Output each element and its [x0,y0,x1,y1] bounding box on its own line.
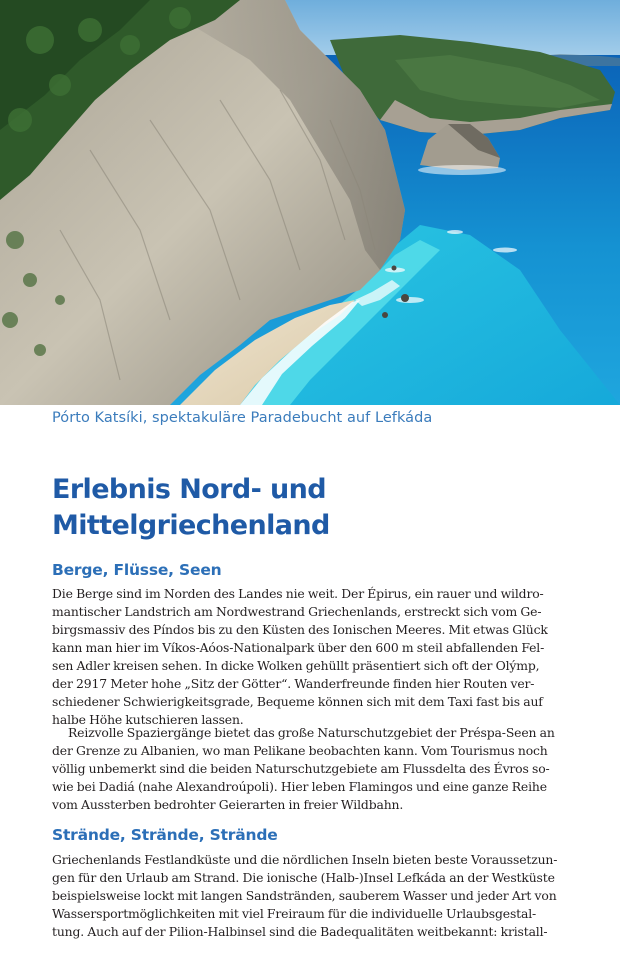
text-line: mantischer Landstrich am Nordwestrand Griechenlands, erstreckt sich vom Ge- [52,604,542,619]
chapter-title-line-1: Erlebnis Nord- und [52,474,326,505]
text-line: Die Berge sind im Norden des Landes nie weit. Der Épirus, ein rauer und wildro- [52,586,544,601]
text-line: sen Adler kreisen sehen. In dicke Wolken gehüllt präsentiert sich oft der Olýmp, [52,658,540,673]
chapter-title-line-2: Mittelgriechenland [52,510,330,541]
text-line: kann man hier im Víkos-Aóos-Nationalpark über den 600 m steil abfallenden Fel- [52,640,545,655]
text-line: der 2917 Meter hohe „Sitz der Götter“. Wanderfreunde finden hier Routen ver- [52,676,535,691]
text-line: Reizvolle Spaziergänge bietet das große Naturschutzgebiet der Préspa-Seen an [68,725,555,740]
paragraph-beaches [52,851,557,941]
text-line: Wassersportmöglichkeiten mit viel Freiraum für die individuelle Urlaubsgestal- [52,906,537,921]
text-line: schiedener Schwierigkeitsgrade, Bequeme können sich mit dem Taxi fast bis auf [52,694,543,709]
text-line: vom Aussterben bedrohter Geierarten in freier Wildbahn. [52,797,404,812]
text-line: halbe Höhe kutschieren lassen. [52,712,244,727]
photo-caption: Pórto Katsíki, spektakuläre Paradebucht auf Lefkáda [52,410,433,426]
paragraph-nature-reserves [52,724,557,814]
text-line: gen für den Urlaub am Strand. Die ionische (Halb-)Insel Lefkáda an der Westküste [52,870,555,885]
text-line: beispielsweise lockt mit langen Sandstränden, sauberem Wasser und jeder Art von [52,888,557,903]
chapter-title [52,472,572,544]
text-line: völlig unbemerkt sind die beiden Naturschutzgebiete am Flussdelta des Évros so- [52,761,550,776]
paragraph-mountains [52,585,557,729]
text-line: birgsmassiv des Píndos bis zu den Küsten des Ionischen Meeres. Mit etwas Glück [52,622,548,637]
section-heading-mountains: Berge, Flüsse, Seen [52,561,222,579]
section-heading-beaches: Strände, Strände, Strände [52,826,278,844]
header-photo [0,0,620,405]
text-line: wie bei Dadiá (nahe Alexandroúpoli). Hier leben Flamingos und eine ganze Reihe [52,779,547,794]
text-line: tung. Auch auf der Pilion-Halbinsel sind die Badequalitäten weitbekannt: kristall- [52,924,548,939]
text-line: Griechenlands Festlandküste und die nördlichen Inseln bieten beste Voraussetzun- [52,852,558,867]
text-line: der Grenze zu Albanien, wo man Pelikane beobachten kann. Vom Tourismus noch [52,743,548,758]
